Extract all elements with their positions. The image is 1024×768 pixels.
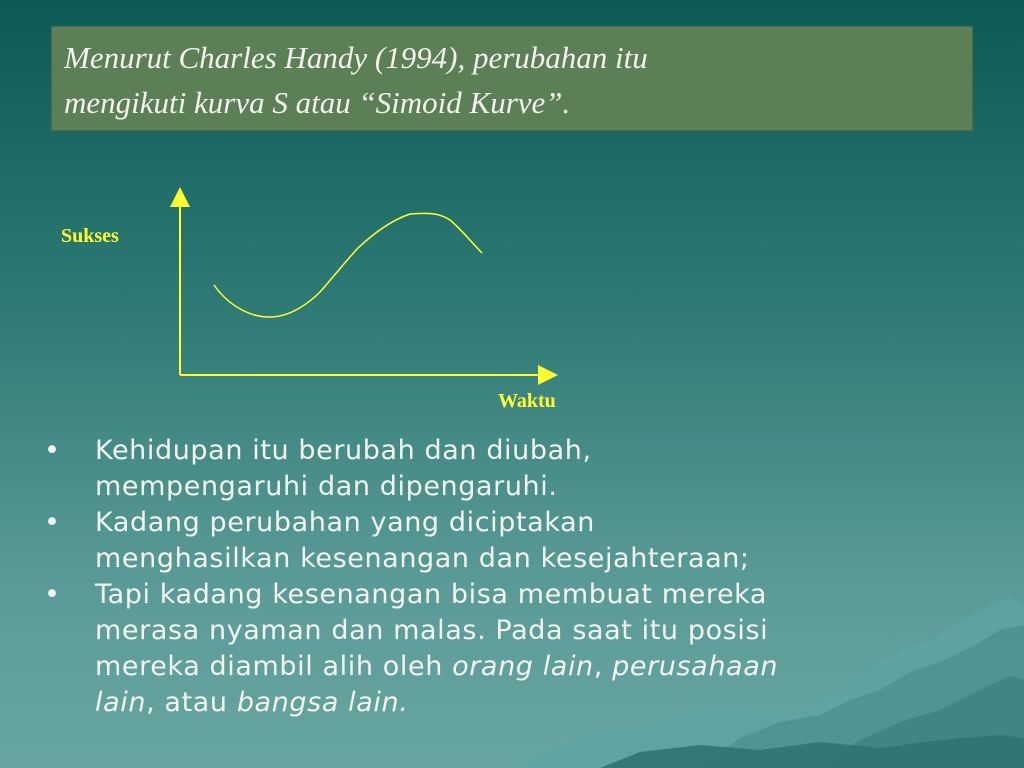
bullet-marker: • xyxy=(44,507,61,538)
bullet-emphasis: orang lain xyxy=(452,651,594,682)
bullet-text: Tapi kadang kesenangan bisa membuat mereka xyxy=(95,579,768,610)
bullet-text: merasa nyaman dan malas. Pada saat itu posisi xyxy=(95,615,769,646)
title-line-2: mengikuti kurva S atau “Simoid Kurve”. xyxy=(64,85,571,120)
bullet-emphasis: bangsa lain. xyxy=(236,687,409,718)
bullet-text: , atau xyxy=(146,687,237,718)
bullet-text: mereka diambil alih oleh xyxy=(95,651,453,682)
s-curve xyxy=(214,213,482,317)
bullet-text: Kehidupan itu berubah dan diubah, xyxy=(95,435,592,466)
bullet-emphasis: perusahaan xyxy=(612,651,779,682)
y-axis-label: Sukses xyxy=(61,225,119,247)
x-axis-label: Waktu xyxy=(498,390,556,412)
bullet-text: mempengaruhi dan dipengaruhi. xyxy=(95,471,558,502)
bullet-item xyxy=(44,577,944,721)
bullet-text: menghasilkan kesenangan dan kesejahteraan; xyxy=(95,543,750,574)
bullet-text: , xyxy=(593,651,613,682)
bullet-list xyxy=(44,433,944,721)
bullet-marker: • xyxy=(44,579,61,610)
bullet-emphasis: lain xyxy=(95,687,147,718)
bullet-marker: • xyxy=(44,435,61,466)
title-line-1: Menurut Charles Handy (1994), perubahan itu xyxy=(64,40,648,75)
bullet-item xyxy=(44,433,944,505)
bullet-text: Kadang perubahan yang diciptakan xyxy=(95,507,595,538)
bullet-item xyxy=(44,505,944,577)
